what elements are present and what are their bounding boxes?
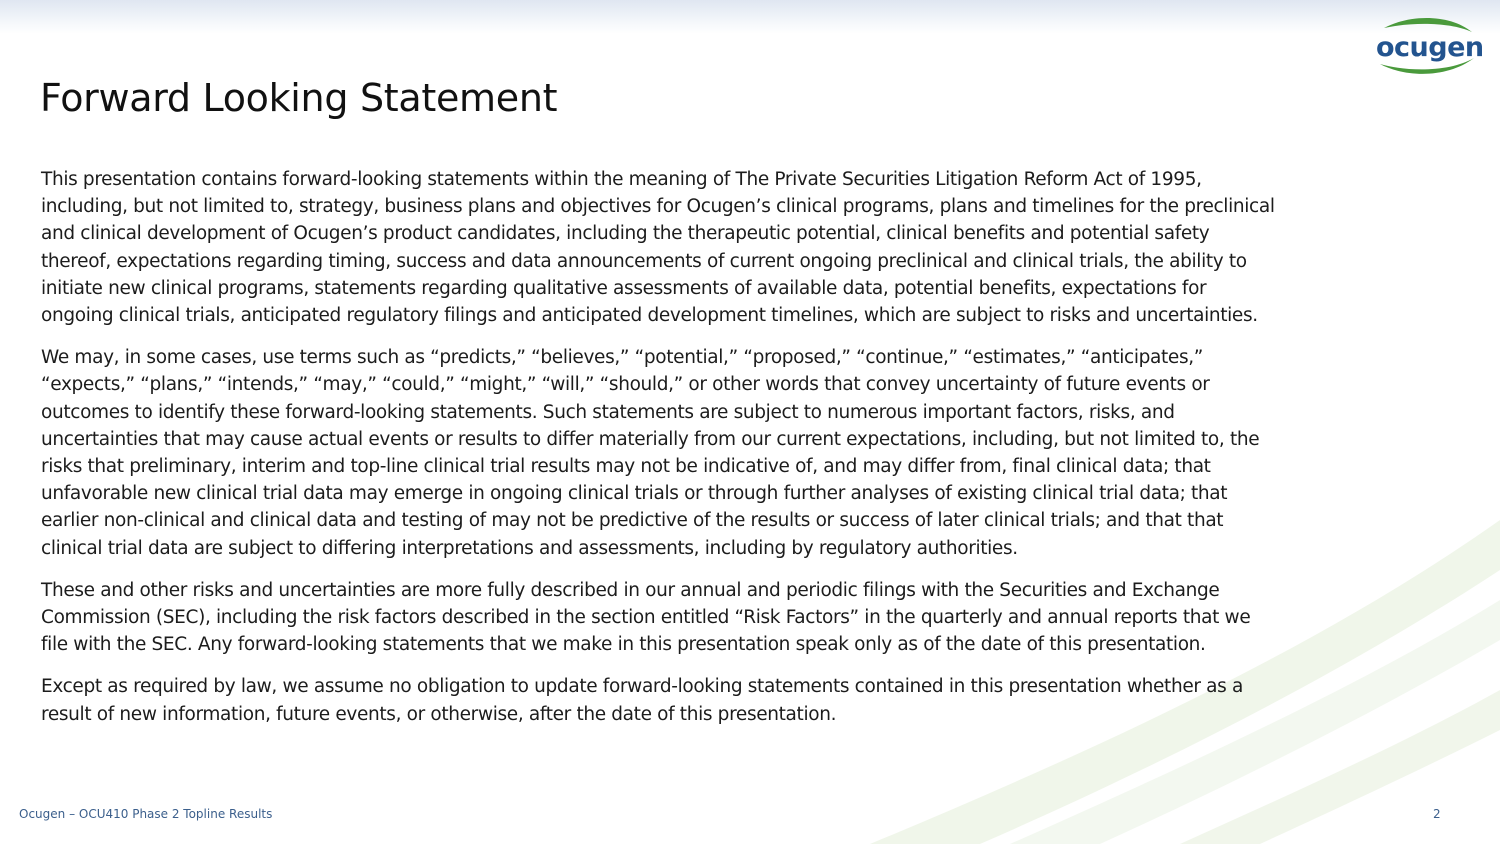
paragraph-obligation: Except as required by law, we assume no obligation to update forward-looking statements contained in this presentation whether as a result of new information, future events, or otherwise, after the date of this presentation. [41, 676, 1243, 725]
footer-presentation-title: Ocugen – OCU410 Phase 2 Topline Results [19, 807, 273, 821]
paragraph-terms: We may, in some cases, use terms such as “predicts,” “believes,” “potential,” “proposed,” “continue,” “estimates,” “anticipates,” “expects,” “plans,” “intends,” “may,” “could,” “might,” “will,” “should,” or other words that convey uncertainty of future events or outcomes to identify these forward-looking statements. Such statements are subject to numerous important factors, risks, and uncertainties that may cause actual events or results to differ materially from our current expectations, including, but not limited to, the risks that preliminary, interim and top-line clinical trial results may not be indicative of, and may differ from, final clinical data; that unfavorable new clinical trial data may emerge in ongoing clinical trials or through further analyses of existing clinical trial data; that earlier non-clinical and clinical data and testing of may not be predictive of the results or success of later clinical trials; and that that clinical trial data are subject to differing interpretations and assessments, including by regulatory authorities. [41, 347, 1260, 559]
statement-body [41, 166, 1441, 743]
ocugen-logo [1370, 14, 1482, 78]
paragraph-forward-looking: This presentation contains forward-looking statements within the meaning of The Private Securities Litigation Reform Act of 1995, including, but not limited to, strategy, business plans and objectives for Ocugen’s clinical programs, plans and timelines for the preclinical and clinical development of Ocugen’s product candidates, including the therapeutic potential, clinical benefits and potential safety thereof, expectations regarding timing, success and data announcements of current ongoing preclinical and clinical trials, the ability to initiate new clinical programs, statements regarding qualitative assessments of available data, potential benefits, expectations for ongoing clinical trials, anticipated regulatory filings and anticipated development timelines, which are subject to risks and uncertainties. [41, 169, 1275, 327]
logo-wordmark: ocugen [1376, 32, 1484, 63]
paragraph-risks: These and other risks and uncertainties are more fully described in our annual and periodic filings with the Securities and Exchange Commission (SEC), including the risk factors described in the section entitled “Risk Factors” in the quarterly and annual reports that we file with the SEC. Any forward-looking statements that we make in this presentation speak only as of the date of this presentation. [41, 579, 1251, 656]
page-number: 2 [1433, 807, 1441, 821]
slide-title: Forward Looking Statement [40, 76, 558, 120]
